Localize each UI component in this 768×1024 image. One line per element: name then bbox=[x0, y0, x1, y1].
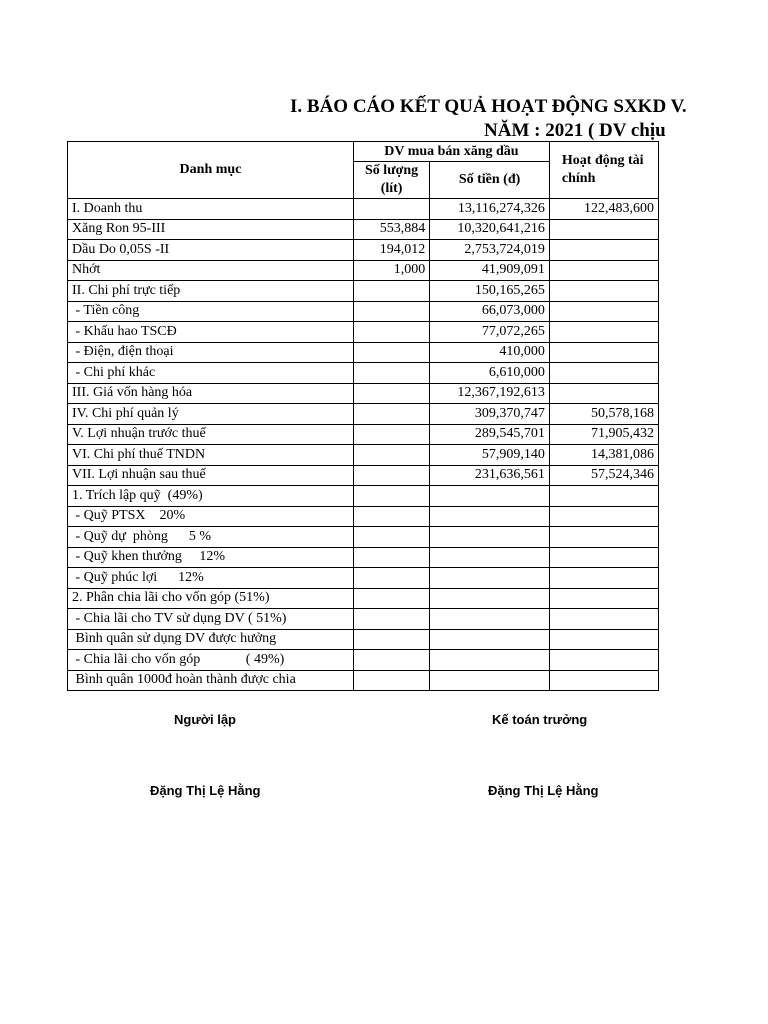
row-amount bbox=[430, 629, 550, 650]
row-label: II. Chi phí trực tiếp bbox=[68, 281, 354, 302]
report-subtitle: NĂM : 2021 ( DV chịu bbox=[484, 120, 666, 141]
row-finance bbox=[549, 588, 658, 609]
row-quantity bbox=[353, 404, 429, 425]
row-quantity bbox=[353, 588, 429, 609]
row-finance bbox=[549, 670, 658, 691]
row-finance bbox=[549, 650, 658, 671]
row-finance bbox=[549, 219, 658, 240]
row-label: III. Giá vốn hàng hóa bbox=[68, 383, 354, 404]
report-title: I. BÁO CÁO KẾT QUẢ HOẠT ĐỘNG SXKD V. bbox=[290, 96, 687, 117]
row-amount: 57,909,140 bbox=[430, 445, 550, 466]
row-finance: 71,905,432 bbox=[549, 424, 658, 445]
row-amount: 77,072,265 bbox=[430, 322, 550, 343]
row-label: I. Doanh thu bbox=[68, 199, 354, 220]
row-quantity bbox=[353, 650, 429, 671]
row-label: - Khấu hao TSCĐ bbox=[68, 322, 354, 343]
preparer-name: Đặng Thị Lệ Hằng bbox=[150, 783, 261, 798]
table-row bbox=[68, 629, 659, 650]
row-finance bbox=[549, 342, 658, 363]
row-finance bbox=[549, 322, 658, 343]
row-quantity bbox=[353, 568, 429, 589]
table-row bbox=[68, 383, 659, 404]
table-row bbox=[68, 301, 659, 322]
row-label: 1. Trích lập quỹ (49%) bbox=[68, 486, 354, 507]
row-label: - Chia lãi cho TV sử dụng DV ( 51%) bbox=[68, 609, 354, 630]
table-row bbox=[68, 322, 659, 343]
row-amount: 231,636,561 bbox=[430, 465, 550, 486]
row-quantity bbox=[353, 506, 429, 527]
row-quantity: 553,884 bbox=[353, 219, 429, 240]
table-row bbox=[68, 650, 659, 671]
table-row bbox=[68, 424, 659, 445]
table-row bbox=[68, 281, 659, 302]
row-quantity bbox=[353, 445, 429, 466]
row-label: Xăng Ron 95-III bbox=[68, 219, 354, 240]
row-finance bbox=[549, 609, 658, 630]
row-finance: 122,483,600 bbox=[549, 199, 658, 220]
table-row bbox=[68, 568, 659, 589]
row-label: 2. Phân chia lãi cho vốn góp (51%) bbox=[68, 588, 354, 609]
row-amount bbox=[430, 609, 550, 630]
row-amount: 6,610,000 bbox=[430, 363, 550, 384]
row-label: VI. Chi phí thuế TNDN bbox=[68, 445, 354, 466]
row-amount bbox=[430, 527, 550, 548]
row-quantity bbox=[353, 199, 429, 220]
row-quantity bbox=[353, 383, 429, 404]
row-quantity bbox=[353, 342, 429, 363]
header-category: Danh mục bbox=[68, 142, 354, 199]
row-quantity bbox=[353, 629, 429, 650]
row-label: - Chi phí khác bbox=[68, 363, 354, 384]
row-finance bbox=[549, 281, 658, 302]
row-finance bbox=[549, 486, 658, 507]
row-finance bbox=[549, 506, 658, 527]
row-amount bbox=[430, 670, 550, 691]
table-row bbox=[68, 445, 659, 466]
row-finance: 50,578,168 bbox=[549, 404, 658, 425]
table-row bbox=[68, 670, 659, 691]
row-finance bbox=[549, 629, 658, 650]
header-amount: Số tiền (đ) bbox=[430, 162, 550, 199]
row-finance: 14,381,086 bbox=[549, 445, 658, 466]
row-finance bbox=[549, 240, 658, 261]
row-quantity bbox=[353, 363, 429, 384]
row-amount bbox=[430, 547, 550, 568]
row-amount bbox=[430, 568, 550, 589]
row-quantity bbox=[353, 547, 429, 568]
row-finance bbox=[549, 547, 658, 568]
row-quantity bbox=[353, 465, 429, 486]
row-quantity bbox=[353, 281, 429, 302]
row-amount: 2,753,724,019 bbox=[430, 240, 550, 261]
row-finance bbox=[549, 383, 658, 404]
row-finance bbox=[549, 568, 658, 589]
row-label: - Quỹ khen thưởng 12% bbox=[68, 547, 354, 568]
row-amount: 289,545,701 bbox=[430, 424, 550, 445]
header-quantity: Số lượng (lít) bbox=[353, 162, 429, 199]
table-row bbox=[68, 199, 659, 220]
row-amount: 10,320,641,216 bbox=[430, 219, 550, 240]
table-row bbox=[68, 404, 659, 425]
row-quantity bbox=[353, 486, 429, 507]
row-finance bbox=[549, 301, 658, 322]
table-row bbox=[68, 527, 659, 548]
row-label: - Quỹ phúc lợi 12% bbox=[68, 568, 354, 589]
report-table bbox=[67, 141, 659, 691]
row-quantity bbox=[353, 424, 429, 445]
row-quantity bbox=[353, 609, 429, 630]
table-row bbox=[68, 609, 659, 630]
table-row bbox=[68, 547, 659, 568]
row-quantity bbox=[353, 322, 429, 343]
row-label: - Chia lãi cho vốn góp ( 49%) bbox=[68, 650, 354, 671]
row-finance bbox=[549, 260, 658, 281]
row-finance bbox=[549, 527, 658, 548]
row-quantity bbox=[353, 527, 429, 548]
table-row bbox=[68, 465, 659, 486]
row-label: - Quỹ PTSX 20% bbox=[68, 506, 354, 527]
row-amount: 150,165,265 bbox=[430, 281, 550, 302]
row-label: - Tiền công bbox=[68, 301, 354, 322]
row-label: Dầu Do 0,05S -II bbox=[68, 240, 354, 261]
row-label: VII. Lợi nhuận sau thuế bbox=[68, 465, 354, 486]
row-quantity: 194,012 bbox=[353, 240, 429, 261]
row-amount bbox=[430, 650, 550, 671]
header-group: DV mua bán xăng dầu bbox=[353, 142, 549, 162]
row-label: V. Lợi nhuận trước thuế bbox=[68, 424, 354, 445]
table-row bbox=[68, 240, 659, 261]
table-row bbox=[68, 219, 659, 240]
row-amount: 309,370,747 bbox=[430, 404, 550, 425]
row-amount bbox=[430, 588, 550, 609]
table-row bbox=[68, 260, 659, 281]
row-label: Nhớt bbox=[68, 260, 354, 281]
table-row bbox=[68, 486, 659, 507]
table-row bbox=[68, 588, 659, 609]
row-label: IV. Chi phí quản lý bbox=[68, 404, 354, 425]
row-amount: 12,367,192,613 bbox=[430, 383, 550, 404]
row-quantity bbox=[353, 301, 429, 322]
table-row bbox=[68, 506, 659, 527]
row-label: - Quỹ dự phòng 5 % bbox=[68, 527, 354, 548]
accountant-name: Đặng Thị Lệ Hằng bbox=[488, 783, 599, 798]
accountant-label: Kế toán trưởng bbox=[492, 712, 588, 727]
table-row bbox=[68, 363, 659, 384]
row-finance bbox=[549, 363, 658, 384]
header-finance: Hoạt động tài chính bbox=[549, 142, 658, 199]
table-row bbox=[68, 342, 659, 363]
row-amount bbox=[430, 506, 550, 527]
row-amount: 41,909,091 bbox=[430, 260, 550, 281]
row-quantity: 1,000 bbox=[353, 260, 429, 281]
row-amount: 13,116,274,326 bbox=[430, 199, 550, 220]
preparer-label: Người lập bbox=[174, 712, 236, 727]
row-amount: 66,073,000 bbox=[430, 301, 550, 322]
row-label: Bình quân sử dụng DV được hưởng bbox=[68, 629, 354, 650]
row-quantity bbox=[353, 670, 429, 691]
row-label: - Điện, điện thoại bbox=[68, 342, 354, 363]
row-finance: 57,524,346 bbox=[549, 465, 658, 486]
row-amount bbox=[430, 486, 550, 507]
row-amount: 410,000 bbox=[430, 342, 550, 363]
row-label: Bình quân 1000đ hoàn thành được chia bbox=[68, 670, 354, 691]
